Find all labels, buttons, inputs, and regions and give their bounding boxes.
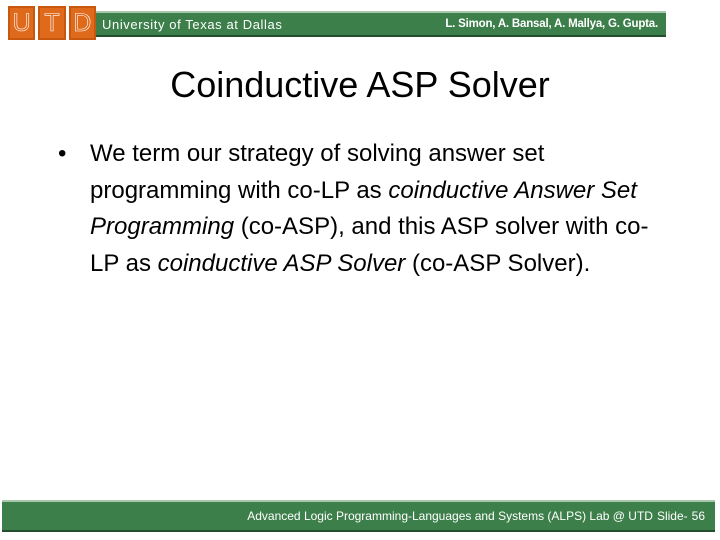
footer-slide-label: Slide- — [656, 509, 688, 523]
header-bar — [96, 11, 666, 37]
footer-slide-number: 56 — [691, 509, 705, 523]
slide-title: Coinductive ASP Solver — [170, 64, 550, 105]
footer-bar — [2, 500, 715, 532]
bullet-segment-italic: coinductive Answer Set Programming — [90, 176, 637, 240]
logo-letter-u: U — [8, 6, 35, 40]
bullet-segment: (co-ASP), and this ASP solver with co-LP as — [90, 213, 649, 277]
utd-logo — [8, 6, 96, 40]
authors: L. Simon, A. Bansal, A. Mallya, G. Gupta. — [445, 18, 658, 30]
bullet-segment: We term our strategy of solving answer set programming with co-LP as — [90, 140, 545, 204]
bullet-segment: (co-ASP Solver). — [405, 249, 591, 277]
bullet-marker: • — [58, 140, 67, 167]
footer-lab: Advanced Logic Programming-Languages and Systems (ALPS) Lab @ UTD — [247, 509, 653, 523]
logo-letter-t: T — [38, 6, 65, 40]
bullet-text — [90, 136, 660, 282]
logo-letter-d: D — [69, 6, 96, 40]
bullet-segment-italic: coinductive ASP Solver — [157, 249, 406, 277]
university-name: University of Texas at Dallas — [102, 16, 283, 32]
